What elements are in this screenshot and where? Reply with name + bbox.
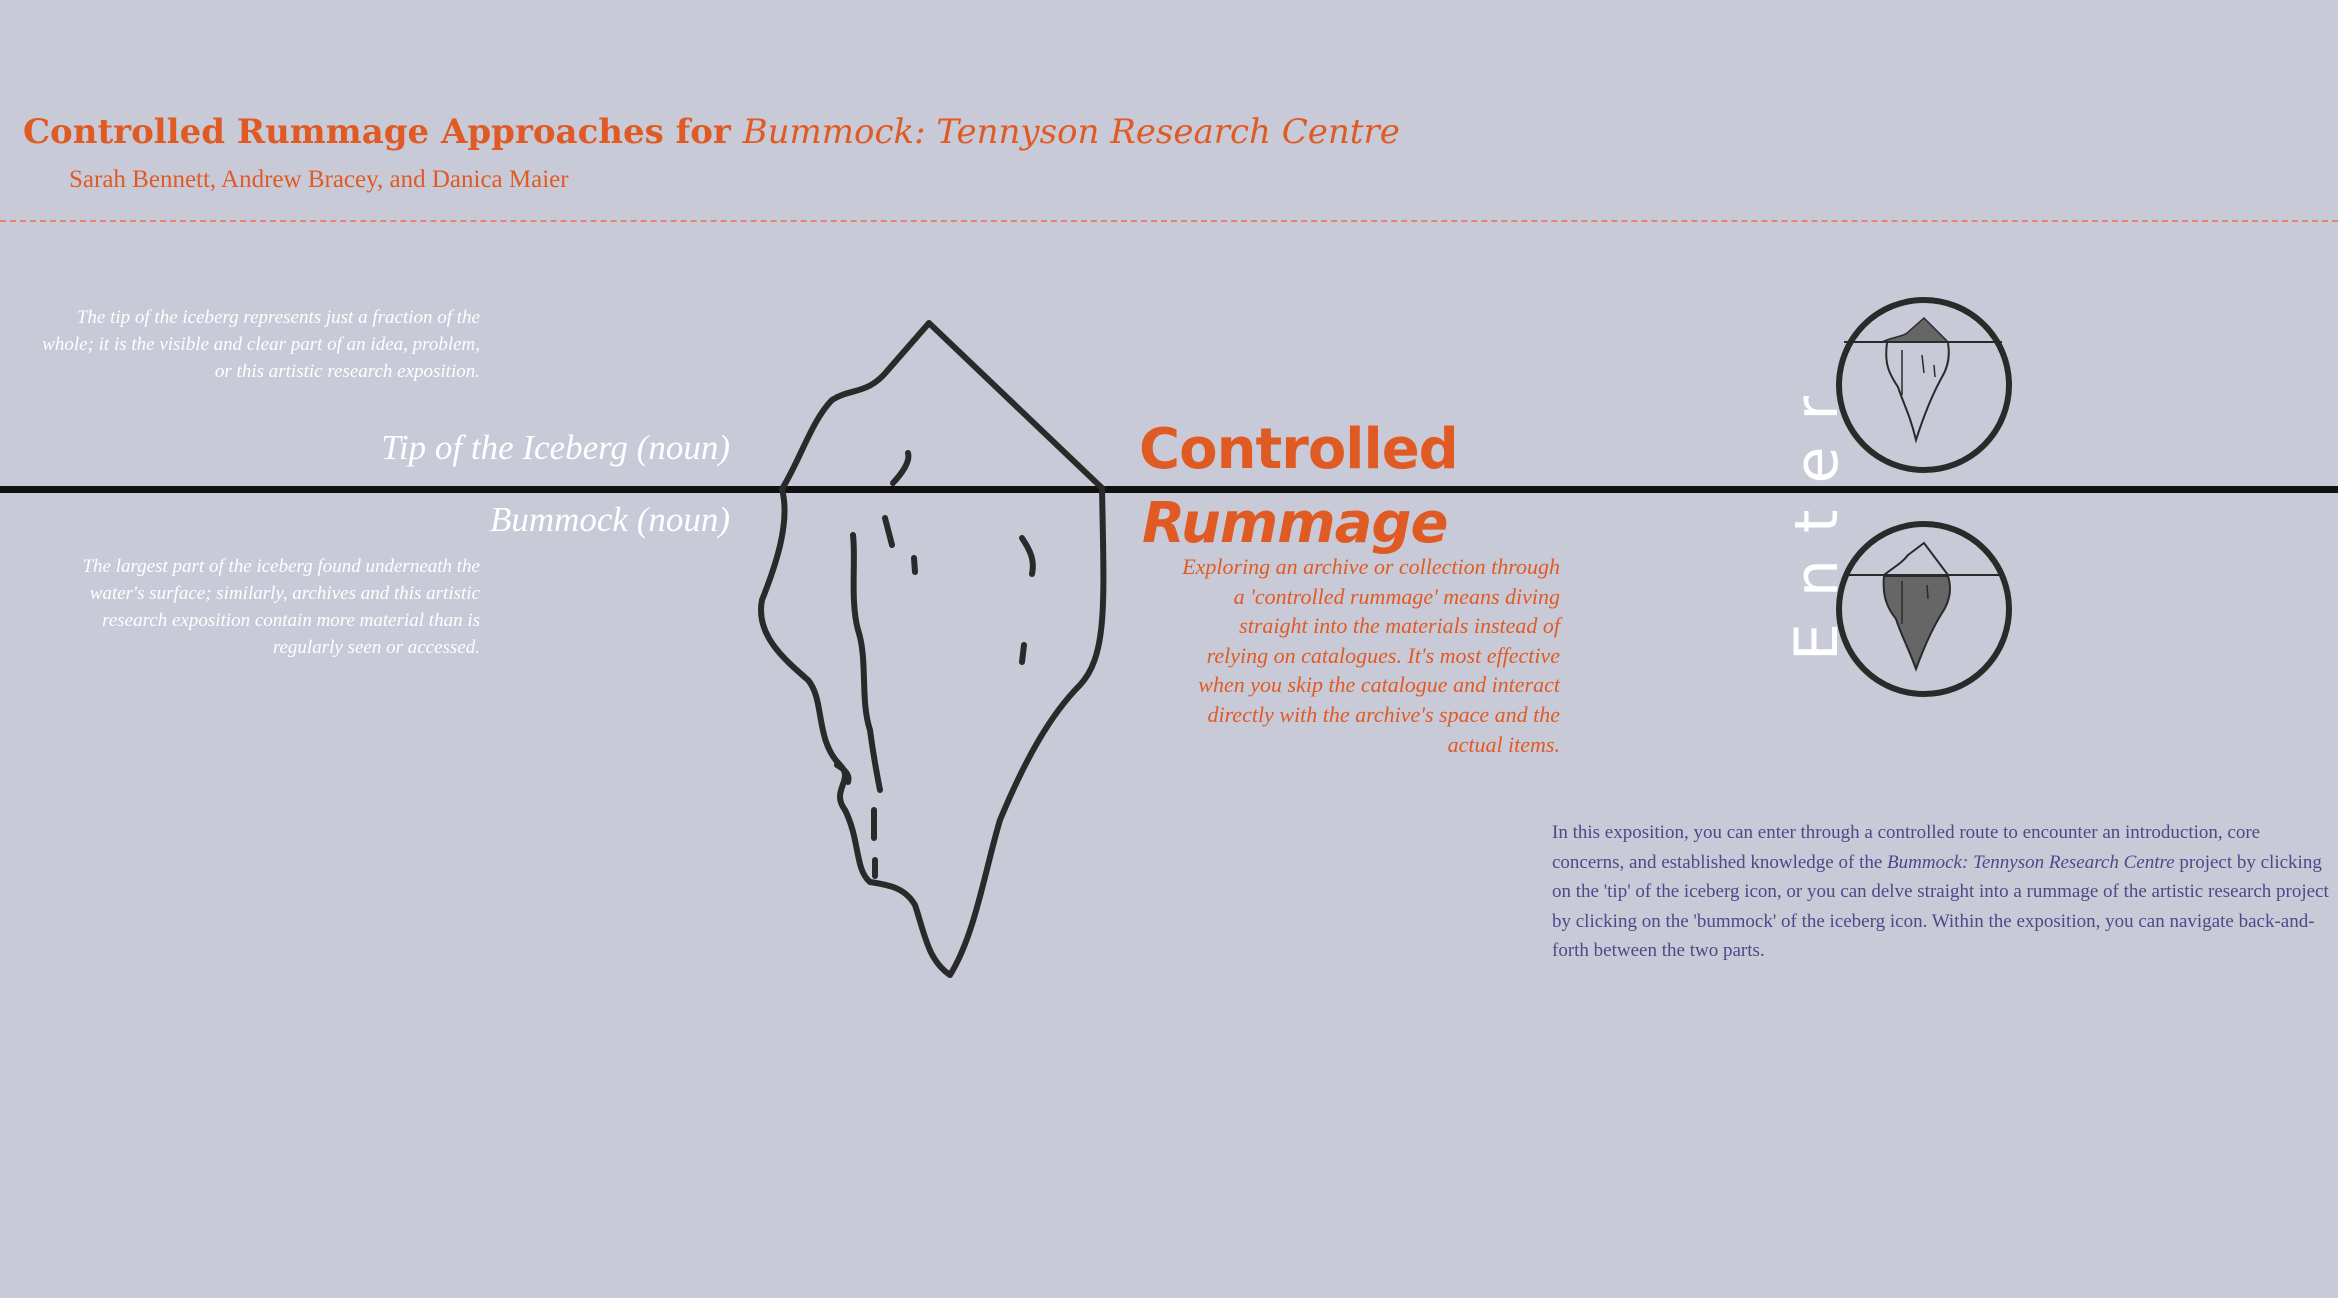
enter-desc-part1: In this exposition, you can enter through a controlled route to encounter an introduction, core concerns, and established knowledge of the xyxy=(1552,822,2261,873)
tip-term: Tip of the Iceberg (noun) xyxy=(381,428,730,467)
authors: Sarah Bennett, Andrew Bracey, and Danica Maier xyxy=(69,166,569,193)
controlled-rummage-heading-italic: Rummage xyxy=(1142,491,1448,556)
enter-desc-italic: Bummock: Tennyson Research Centre xyxy=(1887,851,2175,873)
iceberg-tip-icon[interactable] xyxy=(1832,295,2016,479)
controlled-rummage-description: Exploring an archive or collection through a 'controlled rummage' means diving straight into the materials instead of relying on catalogues. It's most effective when you skip the catalogue and interact directly with the archive's space and the actual items. xyxy=(1182,554,1560,757)
enter-description xyxy=(1552,818,2332,966)
iceberg-illustration xyxy=(740,310,1140,990)
bummock-description: The largest part of the iceberg found underneath the water's surface; similarly, archives and this artistic research exposition contain more material than is regularly seen or accessed. xyxy=(82,556,480,658)
page-title xyxy=(23,112,1400,152)
bummock-term: Bummock (noun) xyxy=(489,500,730,539)
enter-text: Enter xyxy=(1782,369,1852,661)
iceberg-bummock-icon[interactable] xyxy=(1832,519,2016,703)
title-main: Controlled Rummage Approaches for xyxy=(23,112,743,152)
tip-description: The tip of the iceberg represents just a fraction of the whole; it is the visible and clear part of an idea, problem, or this artistic research exposition. xyxy=(42,307,480,382)
title-italic: Bummock: Tennyson Research Centre xyxy=(742,112,1400,152)
controlled-rummage-heading: Controlled xyxy=(1139,417,1458,482)
dashed-divider xyxy=(0,220,2338,222)
enter-desc-part2: project by clicking on the 'tip' of the iceberg icon, or you can delve straight into a rummage of the artistic research project by clicking on the 'bummock' of the iceberg icon. Within the exposition, you can navigate back-and-forth between the two parts. xyxy=(1552,851,2329,962)
